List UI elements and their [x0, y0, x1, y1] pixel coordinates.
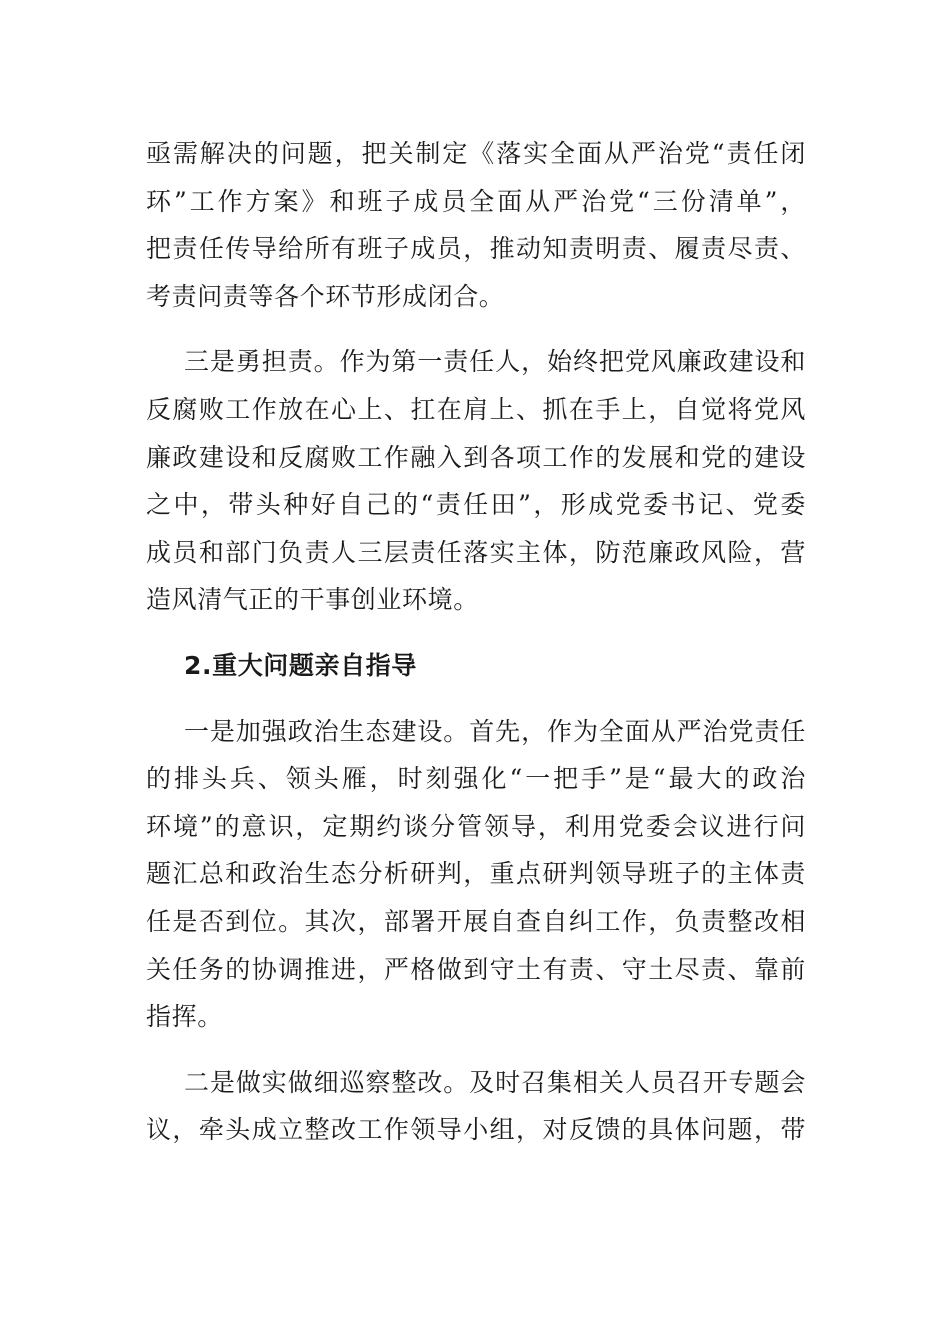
paragraph-spacer — [146, 624, 806, 642]
text-line: 一是加强政治生态建设。首先，作为全面从严治党责任 — [184, 716, 806, 746]
text-line: 指挥。 — [146, 1002, 223, 1032]
text-line: 成员和部门负责人三层责任落实主体，防范廉政风险，营 — [146, 537, 806, 567]
text-line: 二是做实做细巡察整改。及时召集相关人员召开专题会 — [184, 1067, 806, 1097]
paragraph — [146, 338, 806, 624]
text-line: 任是否到位。其次，部署开展自查自纠工作，负责整改相 — [146, 906, 806, 936]
text-line: 考责问责等各个环节形成闭合。 — [146, 281, 505, 311]
paragraph — [146, 130, 806, 320]
document-body — [146, 130, 806, 1154]
text-line: 的排头兵、领头雁，时刻强化“一把手”是“最大的政治 — [146, 764, 806, 794]
paragraph-spacer — [146, 320, 806, 338]
heading-text: 2.重大问题亲自指导 — [184, 650, 417, 680]
text-line: 之中，带头种好自己的“责任田”，形成党委书记、党委 — [146, 490, 806, 520]
text-line: 把责任传导给所有班子成员，推动知责明责、履责尽责、 — [146, 234, 806, 264]
paragraph — [146, 1059, 806, 1154]
paragraph — [146, 708, 806, 1041]
text-line: 议，牵头成立整改工作领导小组，对反馈的具体问题，带 — [146, 1115, 806, 1145]
text-line: 三是勇担责。作为第一责任人，始终把党风廉政建设和 — [184, 347, 806, 377]
text-line: 造风清气正的干事创业环境。 — [146, 585, 479, 615]
paragraph-spacer — [146, 1041, 806, 1059]
text-line: 题汇总和政治生态分析研判，重点研判领导班子的主体责 — [146, 859, 806, 889]
text-line: 关任务的协调推进，严格做到守土有责、守土尽责、靠前 — [146, 954, 806, 984]
section-heading — [146, 642, 806, 690]
text-line: 廉政建设和反腐败工作融入到各项工作的发展和党的建设 — [146, 442, 806, 472]
text-line: 环”工作方案》和班子成员全面从严治党“三份清单”， — [146, 186, 806, 216]
text-line: 环境”的意识，定期约谈分管领导，利用党委会议进行问 — [146, 811, 806, 841]
text-line: 反腐败工作放在心上、扛在肩上、抓在手上，自觉将党风 — [146, 394, 806, 424]
paragraph-spacer — [146, 690, 806, 708]
text-line: 亟需解决的问题，把关制定《落实全面从严治党“责任闭 — [146, 139, 806, 168]
